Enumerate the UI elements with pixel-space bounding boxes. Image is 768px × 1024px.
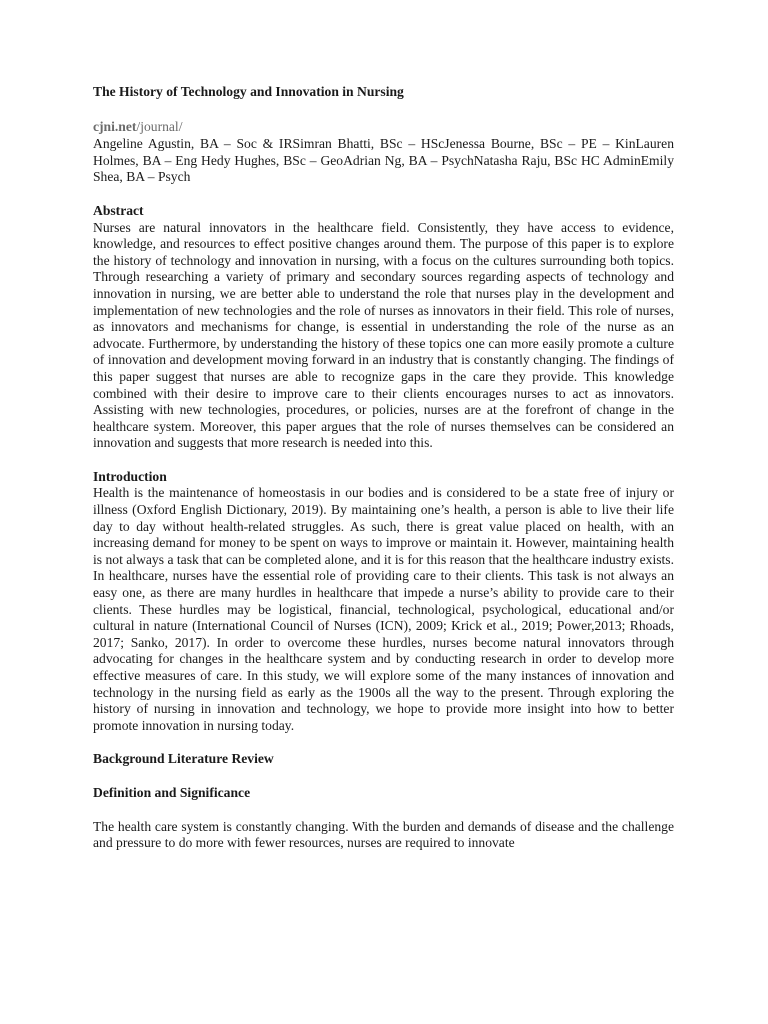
source-line <box>93 119 674 136</box>
background-body: The health care system is constantly changing. With the burden and demands of disease and the challenge and pressure to do more with fewer resources, nurses are required to innovate <box>93 818 674 851</box>
introduction-heading: Introduction <box>93 468 167 484</box>
abstract-body: Nurses are natural innovators in the healthcare field. Consistently, they have access to evidence, knowledge, and resources to effect positive changes around them. The purpose of this paper is to explore the history of technology and innovation in nursing, with a focus on the cultures surrounding both topics. Through researching a variety of primary and secondary sources regarding aspects of technology and innovation in nursing, we are better able to understand the role that nurses play in the development and implementation of new technologies and the role of nurses as innovators in their field. This role of nurses, as innovators and mechanisms for change, is essential in understanding the role of the nurse as an advocate. Furthermore, by understanding the history of these topics one can more easily promote a culture of innovation and development moving forward in an industry that is constantly changing. The findings of this paper suggest that nurses are able to recognize gaps in the care they provide. This knowledge combined with their desire to improve care to their clients encourages nurses to act as innovators. Assisting with new technologies, procedures, or policies, nurses are at the forefront of change in the healthcare system. Moreover, this paper argues that the role of nurses themselves can be considered an innovation and suggests that more research is needed into this. <box>93 219 674 451</box>
document-page <box>93 84 674 869</box>
author-list: Angeline Agustin, BA – Soc & IRSimran Bhatti, BSc – HScJenessa Bourne, BSc – PE – KinLauren Holmes, BA – Eng Hedy Hughes, BSc – GeoAdrian Ng, BA – PsychNatasha Raju, BSc HC AdminEmily Shea, BA – Psych <box>93 136 674 185</box>
introduction-body: Health is the maintenance of homeostasis in our bodies and is considered to be a state free of injury or illness (Oxford English Dictionary, 2019). By maintaining one’s health, a person is able to live their life day to day without health-related struggles. As such, there is great value placed on health, with an increasing demand for money to be spent on ways to improve or maintain it. However, maintaining health is not always a task that can be completed alone, and it is for this reason that the healthcare industry exists. In healthcare, nurses have the essential role of providing care to their clients. This task is not always an easy one, as there are many hurdles in healthcare that impede a nurse’s ability to provide care to their clients. These hurdles may be logistical, financial, technological, psychological, educational and/or cultural in nature (International Council of Nurses (ICN), 2009; Krick et al., 2019; Power,2013; Rhoads, 2017; Sanko, 2017). In order to overcome these hurdles, nurses become natural innovators through advocating for changes in the healthcare system and by conducting research in order to develop more effective measures of care. In this study, we will explore some of the many instances of innovation and technology in the nursing field as early as the 1900s all the way to the present. Through exploring the history of nursing in innovation and technology, we hope to provide more insight into how to better promote innovation in nursing today. <box>93 485 674 733</box>
background-heading: Background Literature Review <box>93 751 274 767</box>
source-path: /journal/ <box>136 118 183 134</box>
document-title: The History of Technology and Innovation in Nursing <box>93 84 404 99</box>
abstract-heading: Abstract <box>93 202 144 218</box>
source-domain: cjni.net <box>93 118 137 134</box>
definition-subheading: Definition and Significance <box>93 784 251 800</box>
